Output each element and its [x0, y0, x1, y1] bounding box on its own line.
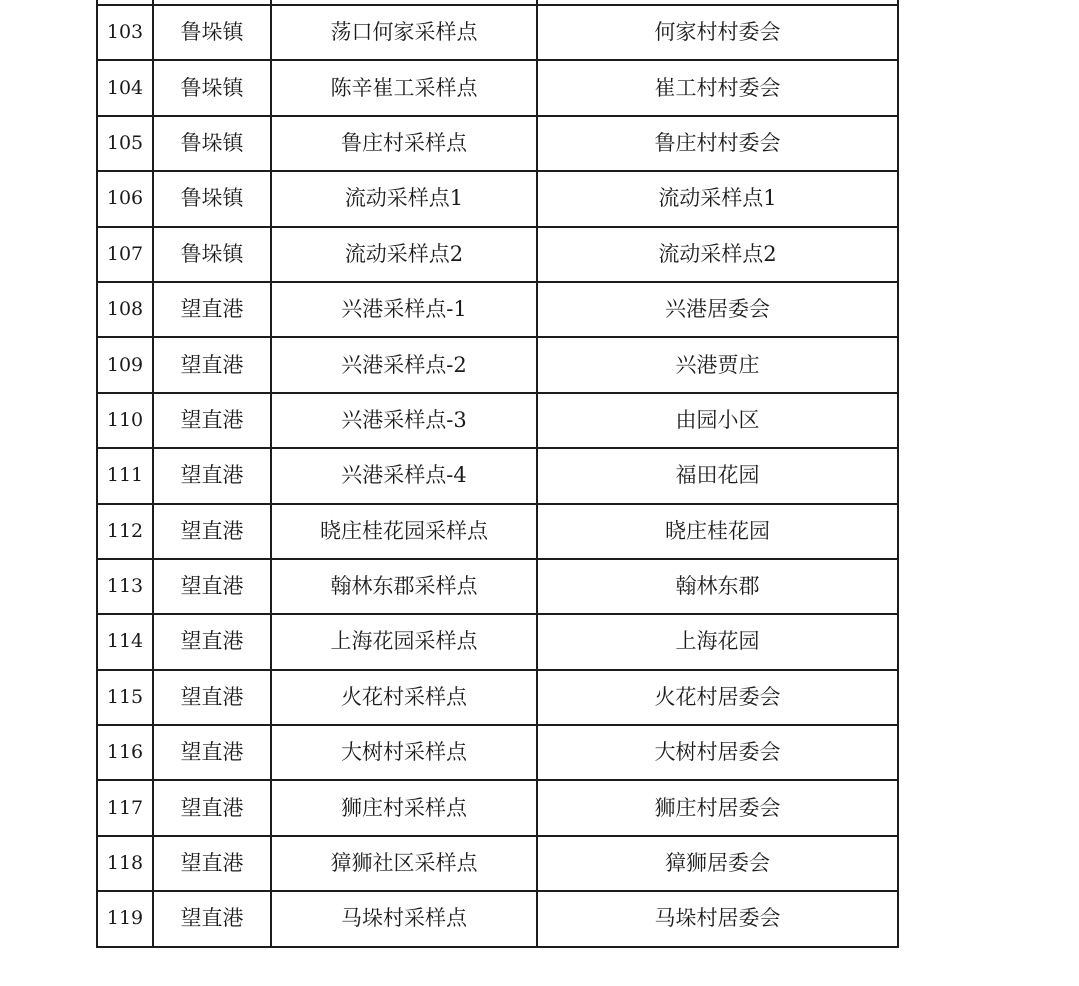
cell-number: 108	[97, 282, 153, 337]
cell-sampling-site: 兴港采样点-2	[271, 337, 537, 392]
cell-town: 望直港	[153, 559, 271, 614]
cell-service-area: 火花村居委会	[537, 670, 898, 725]
cell-service-area: 福田花园	[537, 448, 898, 503]
cell-service-area: 狮庄村居委会	[537, 780, 898, 835]
cell-number: 110	[97, 393, 153, 448]
table-row	[97, 670, 898, 725]
cell-town: 望直港	[153, 282, 271, 337]
cell-sampling-site: 翰林东郡采样点	[271, 559, 537, 614]
cell-service-area: 流动采样点1	[537, 171, 898, 226]
cell-number: 106	[97, 171, 153, 226]
cell-service-area: 獐狮居委会	[537, 836, 898, 891]
table-row	[97, 116, 898, 171]
cell-town: 鲁垛镇	[153, 60, 271, 115]
table-row	[97, 891, 898, 946]
cell-service-area: 何家村村委会	[537, 5, 898, 60]
table-row	[97, 780, 898, 835]
table-row	[97, 504, 898, 559]
cell-number: 114	[97, 614, 153, 669]
cell-town: 鲁垛镇	[153, 227, 271, 282]
cell-number: 113	[97, 559, 153, 614]
cell-sampling-site: 马垛村采样点	[271, 891, 537, 946]
cell-service-area: 马垛村居委会	[537, 891, 898, 946]
cell-number: 117	[97, 780, 153, 835]
cell-service-area: 兴港居委会	[537, 282, 898, 337]
cell-town: 望直港	[153, 725, 271, 780]
cell-service-area: 流动采样点2	[537, 227, 898, 282]
cell-sampling-site: 火花村采样点	[271, 670, 537, 725]
cell-town: 鲁垛镇	[153, 116, 271, 171]
cell-town: 鲁垛镇	[153, 5, 271, 60]
table-row	[97, 614, 898, 669]
cell-number: 103	[97, 5, 153, 60]
table-row	[97, 836, 898, 891]
cell-service-area: 崔工村村委会	[537, 60, 898, 115]
cell-number: 118	[97, 836, 153, 891]
cell-sampling-site: 荡口何家采样点	[271, 5, 537, 60]
cell-number: 116	[97, 725, 153, 780]
table-row	[97, 60, 898, 115]
cell-service-area: 兴港贾庄	[537, 337, 898, 392]
cell-town: 望直港	[153, 504, 271, 559]
cell-service-area: 由园小区	[537, 393, 898, 448]
cell-sampling-site: 晓庄桂花园采样点	[271, 504, 537, 559]
cell-town: 望直港	[153, 780, 271, 835]
table-row	[97, 725, 898, 780]
cell-service-area: 上海花园	[537, 614, 898, 669]
table-row	[97, 282, 898, 337]
cell-sampling-site: 兴港采样点-1	[271, 282, 537, 337]
cell-sampling-site: 兴港采样点-4	[271, 448, 537, 503]
cell-number: 111	[97, 448, 153, 503]
cell-town: 望直港	[153, 337, 271, 392]
cell-service-area: 晓庄桂花园	[537, 504, 898, 559]
cell-town: 望直港	[153, 614, 271, 669]
cell-sampling-site: 上海花园采样点	[271, 614, 537, 669]
table-row	[97, 393, 898, 448]
cell-sampling-site: 獐狮社区采样点	[271, 836, 537, 891]
cell-number: 109	[97, 337, 153, 392]
table-row	[97, 227, 898, 282]
cell-town: 鲁垛镇	[153, 171, 271, 226]
cell-number: 107	[97, 227, 153, 282]
cell-number: 104	[97, 60, 153, 115]
cell-number: 119	[97, 891, 153, 946]
table-body	[97, 0, 898, 947]
cell-sampling-site: 大树村采样点	[271, 725, 537, 780]
cell-service-area: 翰林东郡	[537, 559, 898, 614]
sampling-site-table	[96, 0, 899, 948]
cell-number: 105	[97, 116, 153, 171]
cell-number: 115	[97, 670, 153, 725]
cell-sampling-site: 鲁庄村采样点	[271, 116, 537, 171]
cell-sampling-site: 狮庄村采样点	[271, 780, 537, 835]
table-row	[97, 559, 898, 614]
cell-sampling-site: 兴港采样点-3	[271, 393, 537, 448]
cell-service-area: 大树村居委会	[537, 725, 898, 780]
table-row	[97, 5, 898, 60]
table-row	[97, 171, 898, 226]
table-row	[97, 337, 898, 392]
cell-town: 望直港	[153, 448, 271, 503]
cell-service-area: 鲁庄村村委会	[537, 116, 898, 171]
cell-number: 112	[97, 504, 153, 559]
cell-town: 望直港	[153, 393, 271, 448]
cell-town: 望直港	[153, 670, 271, 725]
cell-sampling-site: 陈辛崔工采样点	[271, 60, 537, 115]
cell-sampling-site: 流动采样点1	[271, 171, 537, 226]
cell-town: 望直港	[153, 891, 271, 946]
cell-sampling-site: 流动采样点2	[271, 227, 537, 282]
cell-town: 望直港	[153, 836, 271, 891]
table-row	[97, 448, 898, 503]
